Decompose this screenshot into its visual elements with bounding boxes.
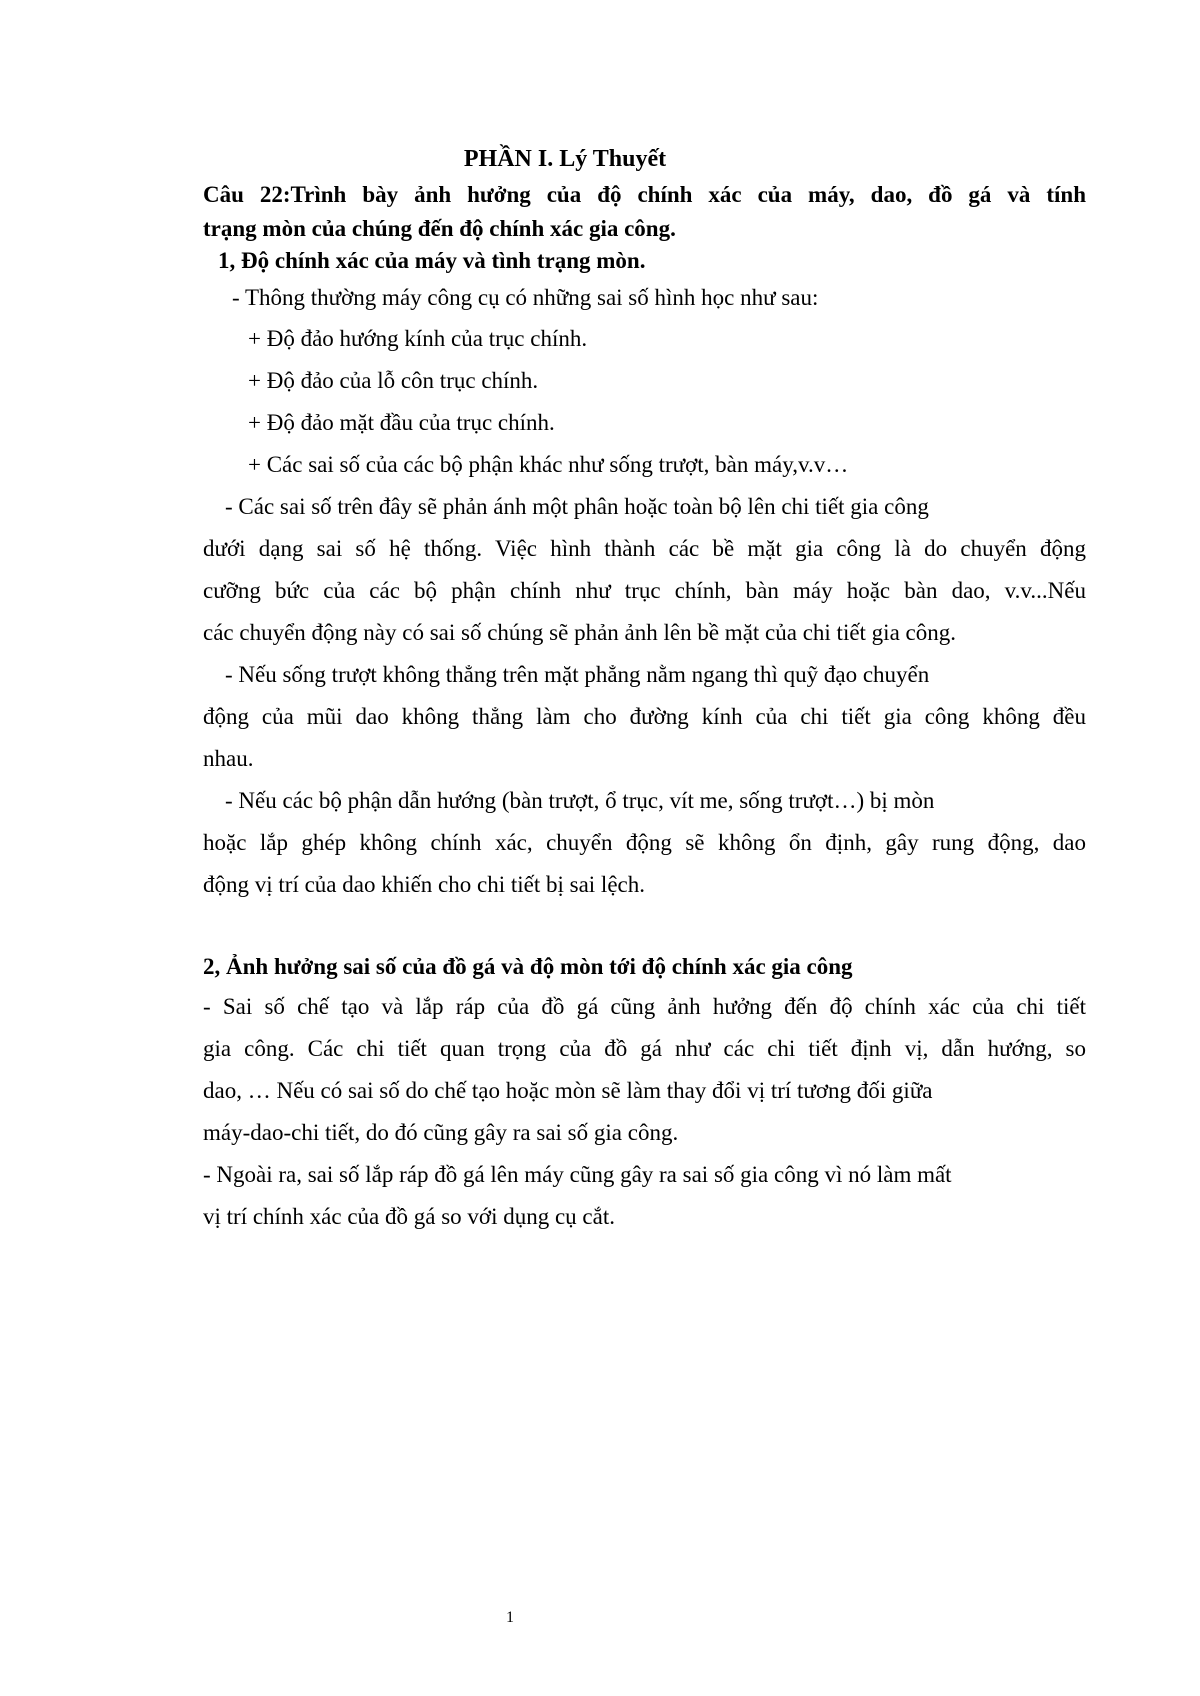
list-item: + Các sai số của các bộ phận khác như sống trượt, bàn máy,v.v… bbox=[248, 452, 849, 477]
list-item: + Độ đảo mặt đầu của trục chính. bbox=[248, 410, 555, 435]
paragraph-line: - Nếu các bộ phận dẫn hướng (bàn trượt, ổ trục, vít me, sống trượt…) bị mòn bbox=[225, 788, 935, 813]
page-number: 1 bbox=[506, 1609, 514, 1626]
list-item: + Độ đảo của lỗ côn trục chính. bbox=[248, 368, 539, 393]
paragraph-line: dao, … Nếu có sai số do chế tạo hoặc mòn sẽ làm thay đổi vị trí tương đối giữa bbox=[203, 1078, 933, 1103]
section-1-heading: 1, Độ chính xác của máy và tình trạng mòn. bbox=[218, 248, 646, 273]
paragraph-line: hoặc lắp ghép không chính xác, chuyển động sẽ không ổn định, gây rung động, dao bbox=[203, 830, 1086, 855]
paragraph-line: - Nếu sống trượt không thẳng trên mặt phẳng nằm ngang thì quỹ đạo chuyển bbox=[225, 662, 930, 687]
paragraph-line: động của mũi dao không thẳng làm cho đường kính của chi tiết gia công không đều bbox=[203, 704, 1086, 729]
paragraph-line: dưới dạng sai số hệ thống. Việc hình thành các bề mặt gia công là do chuyển động bbox=[203, 536, 1086, 561]
paragraph-line: - Sai số chế tạo và lắp ráp của đồ gá cũng ảnh hưởng đến độ chính xác của chi tiết bbox=[203, 994, 1086, 1019]
paragraph-line: vị trí chính xác của đồ gá so với dụng cụ cắt. bbox=[203, 1204, 615, 1229]
paragraph-line: máy-dao-chi tiết, do đó cũng gây ra sai số gia công. bbox=[203, 1120, 679, 1145]
section-1-intro: - Thông thường máy công cụ có những sai số hình học như sau: bbox=[232, 285, 819, 310]
paragraph-line: - Ngoài ra, sai số lắp ráp đồ gá lên máy cũng gây ra sai số gia công vì nó làm mất bbox=[203, 1162, 952, 1187]
section-2-heading: 2, Ảnh hưởng sai số của đồ gá và độ mòn tới độ chính xác gia công bbox=[203, 954, 853, 979]
paragraph-line: cưỡng bức của các bộ phận chính như trục chính, bàn máy hoặc bàn dao, v.v...Nếu bbox=[203, 578, 1086, 603]
paragraph-line: các chuyển động này có sai số chúng sẽ phản ảnh lên bề mặt của chi tiết gia công. bbox=[203, 620, 956, 645]
paragraph-line: nhau. bbox=[203, 746, 254, 771]
paragraph-line: động vị trí của dao khiến cho chi tiết bị sai lệch. bbox=[203, 872, 645, 897]
paragraph-line: - Các sai số trên đây sẽ phản ánh một phân hoặc toàn bộ lên chi tiết gia công bbox=[225, 494, 929, 519]
question-line-2: trạng mòn của chúng đến độ chính xác gia công. bbox=[203, 216, 676, 241]
question-line-1: Câu 22:Trình bày ảnh hưởng của độ chính xác của máy, dao, đồ gá và tính bbox=[203, 182, 1086, 207]
paragraph-line: gia công. Các chi tiết quan trọng của đồ gá như các chi tiết định vị, dẫn hướng, so bbox=[203, 1036, 1086, 1061]
list-item: + Độ đảo hướng kính của trục chính. bbox=[248, 326, 588, 351]
page-title: PHẦN I. Lý Thuyết bbox=[463, 146, 667, 172]
